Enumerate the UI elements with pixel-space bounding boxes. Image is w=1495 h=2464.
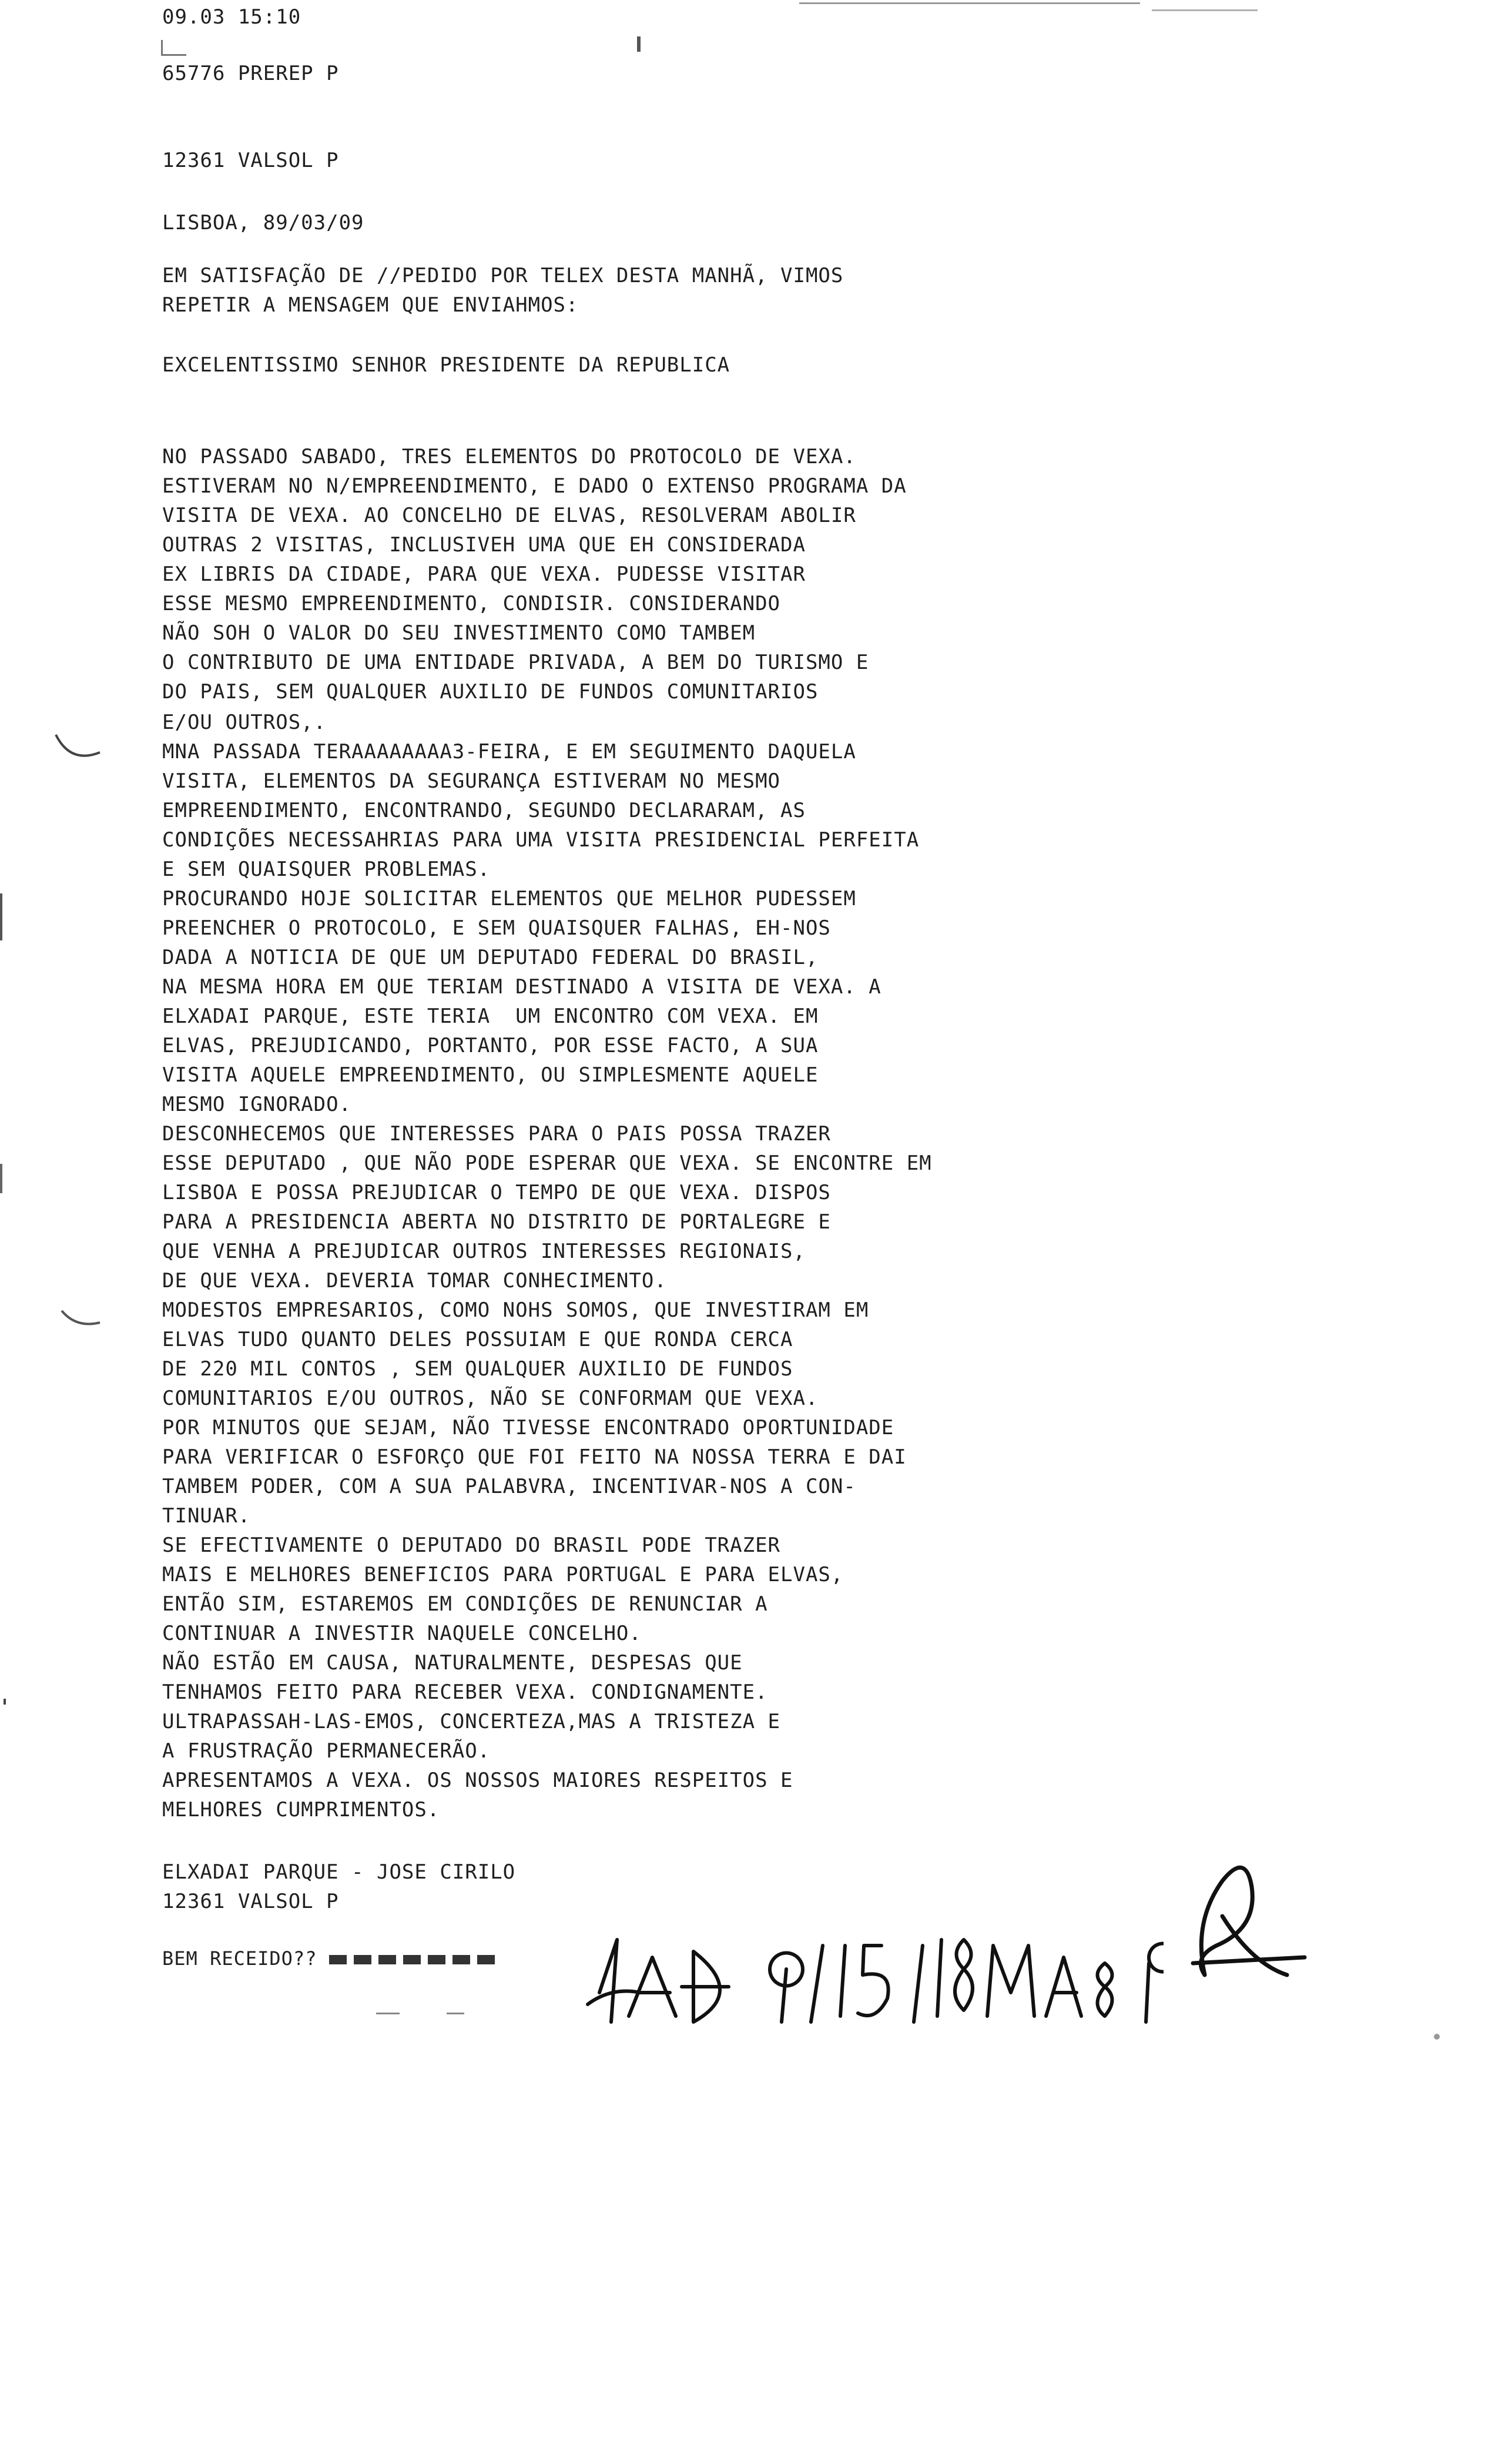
body-line: DE 220 MIL CONTOS , SEM QUALQUER AUXILIO DE FUNDOS: [162, 1357, 793, 1381]
receipt-confirmation: BEM RECEIDO??: [162, 1947, 317, 1970]
body-line: ESSE DEPUTADO , QUE NÃO PODE ESPERAR QUE VEXA. SE ENCONTRE EM: [162, 1151, 932, 1175]
punch-hole-mark: [53, 729, 106, 770]
body-line: DADA A NOTICIA DE QUE UM DEPUTADO FEDERAL DO BRASIL,: [162, 946, 819, 969]
body-line: MELHORES CUMPRIMENTOS.: [162, 1798, 440, 1822]
salutation: EXCELENTISSIMO SENHOR PRESIDENTE DA REPUBLICA: [162, 353, 730, 377]
speck-artifact: [637, 36, 641, 52]
body-line: ELVAS TUDO QUANTO DELES POSSUIAM E QUE RONDA CERCA: [162, 1328, 793, 1351]
body-line: VISITA, ELEMENTOS DA SEGURANÇA ESTIVERAM NO MESMO: [162, 769, 781, 793]
body-line: MODESTOS EMPRESARIOS, COMO NOHS SOMOS, QUE INVESTIRAM EM: [162, 1298, 869, 1322]
body-line: ESTIVERAM NO N/EMPREENDIMENTO, E DADO O EXTENSO PROGRAMA DA: [162, 474, 907, 498]
intro-line: EM SATISFAÇÃO DE //PEDIDO POR TELEX DESTA MANHÃ, VIMOS: [162, 264, 844, 287]
speck-artifact: [447, 2013, 464, 2014]
top-rule-artifact: [799, 2, 1140, 4]
body-line: EX LIBRIS DA CIDADE, PARA QUE VEXA. PUDESSE VISITAR: [162, 563, 806, 586]
intro-line: REPETIR A MENSAGEM QUE ENVIAHMOS:: [162, 293, 579, 317]
overstrike-marks: [329, 1949, 523, 1970]
body-line: E SEM QUAISQUER PROBLEMAS.: [162, 858, 491, 881]
body-line: POR MINUTOS QUE SEJAM, NÃO TIVESSE ENCONTRADO OPORTUNIDADE: [162, 1416, 894, 1439]
body-line: PARA A PRESIDENCIA ABERTA NO DISTRITO DE PORTALEGRE E: [162, 1210, 831, 1234]
body-line: VISITA AQUELE EMPREENDIMENTO, OU SIMPLESMENTE AQUELE: [162, 1063, 819, 1087]
body-line: NO PASSADO SABADO, TRES ELEMENTOS DO PROTOCOLO DE VEXA.: [162, 445, 856, 468]
body-line: APRESENTAMOS A VEXA. OS NOSSOS MAIORES RESPEITOS E: [162, 1769, 793, 1792]
body-line: ENTÃO SIM, ESTAREMOS EM CONDIÇÕES DE RENUNCIAR A: [162, 1592, 768, 1616]
body-line: MNA PASSADA TERAAAAAAAA3-FEIRA, E EM SEGUIMENTO DAQUELA: [162, 740, 856, 764]
sender-code: 12361 VALSOL P: [162, 1890, 339, 1913]
top-rule-artifact-right: [1152, 9, 1258, 11]
body-line: PROCURANDO HOJE SOLICITAR ELEMENTOS QUE MELHOR PUDESSEM: [162, 887, 856, 910]
body-line: ESSE MESMO EMPREENDIMENTO, CONDISIR. CONSIDERANDO: [162, 592, 781, 615]
speck-artifact: [376, 2013, 400, 2014]
sender-signature: ELXADAI PARQUE - JOSE CIRILO: [162, 1860, 516, 1884]
body-line: COMUNITARIOS E/OU OUTROS, NÃO SE CONFORMAM QUE VEXA.: [162, 1387, 819, 1410]
telex-timestamp: 09.03 15:10: [162, 5, 301, 29]
body-line: PARA VERIFICAR O ESFORÇO QUE FOI FEITO NA NOSSA TERRA E DAI: [162, 1445, 907, 1469]
punch-hole-mark: [59, 1305, 106, 1334]
body-line: SE EFECTIVAMENTE O DEPUTADO DO BRASIL PODE TRAZER: [162, 1534, 781, 1557]
body-line: ULTRAPASSAH-LAS-EMOS, CONCERTEZA,MAS A TRISTEZA E: [162, 1710, 781, 1733]
body-line: PREENCHER O PROTOCOLO, E SEM QUAISQUER FALHAS, EH-NOS: [162, 916, 831, 940]
body-line: ELVAS, PREJUDICANDO, PORTANTO, POR ESSE FACTO, A SUA: [162, 1034, 819, 1057]
body-line: NA MESMA HORA EM QUE TERIAM DESTINADO A VISITA DE VEXA. A: [162, 975, 881, 999]
scribble-mark: [161, 40, 186, 56]
body-line: ELXADAI PARQUE, ESTE TERIA UM ENCONTRO COM VEXA. EM: [162, 1005, 819, 1028]
body-line: QUE VENHA A PREJUDICAR OUTROS INTERESSES REGIONAIS,: [162, 1240, 806, 1263]
body-line: NÃO ESTÃO EM CAUSA, NATURALMENTE, DESPESAS QUE: [162, 1651, 743, 1675]
handwritten-initials: [1181, 1846, 1310, 1998]
body-line: EMPREENDIMENTO, ENCONTRANDO, SEGUNDO DECLARARAM, AS: [162, 799, 806, 822]
body-line: VISITA DE VEXA. AO CONCELHO DE ELVAS, RESOLVERAM ABOLIR: [162, 504, 856, 527]
body-line: OUTRAS 2 VISITAS, INCLUSIVEH UMA QUE EH CONSIDERADA: [162, 533, 806, 557]
body-line: A FRUSTRAÇÃO PERMANECERÃO.: [162, 1739, 491, 1763]
body-line: E/OU OUTROS,.: [162, 711, 327, 734]
place-date: LISBOA, 89/03/09: [162, 211, 364, 235]
body-line: LISBOA E POSSA PREJUDICAR O TEMPO DE QUE VEXA. DISPOS: [162, 1181, 831, 1204]
speck-artifact: [1434, 2034, 1440, 2040]
body-line: CONTINUAR A INVESTIR NAQUELE CONCELHO.: [162, 1622, 642, 1645]
handwritten-reference: [576, 1904, 1164, 2040]
answerback-receiver: 12361 VALSOL P: [162, 149, 339, 172]
margin-tick-artifact: [0, 893, 2, 940]
margin-tick-artifact: [0, 1164, 2, 1193]
body-line: TINUAR.: [162, 1504, 251, 1528]
body-line: MAIS E MELHORES BENEFICIOS PARA PORTUGAL E PARA ELVAS,: [162, 1563, 844, 1586]
answerback-sender: 65776 PREREP P: [162, 62, 339, 85]
body-line: CONDIÇÕES NECESSAHRIAS PARA UMA VISITA PRESIDENCIAL PERFEITA: [162, 828, 920, 852]
body-line: O CONTRIBUTO DE UMA ENTIDADE PRIVADA, A BEM DO TURISMO E: [162, 651, 869, 674]
body-line: DESCONHECEMOS QUE INTERESSES PARA O PAIS POSSA TRAZER: [162, 1122, 831, 1146]
body-line: DE QUE VEXA. DEVERIA TOMAR CONHECIMENTO.: [162, 1269, 667, 1293]
body-line: DO PAIS, SEM QUALQUER AUXILIO DE FUNDOS COMUNITARIOS: [162, 680, 819, 704]
body-line: MESMO IGNORADO.: [162, 1093, 352, 1116]
speck-artifact: [4, 1699, 6, 1705]
body-line: TAMBEM PODER, COM A SUA PALABVRA, INCENTIVAR-NOS A CON-: [162, 1475, 856, 1498]
body-line: NÃO SOH O VALOR DO SEU INVESTIMENTO COMO TAMBEM: [162, 621, 756, 645]
body-line: TENHAMOS FEITO PARA RECEBER VEXA. CONDIGNAMENTE.: [162, 1680, 768, 1704]
